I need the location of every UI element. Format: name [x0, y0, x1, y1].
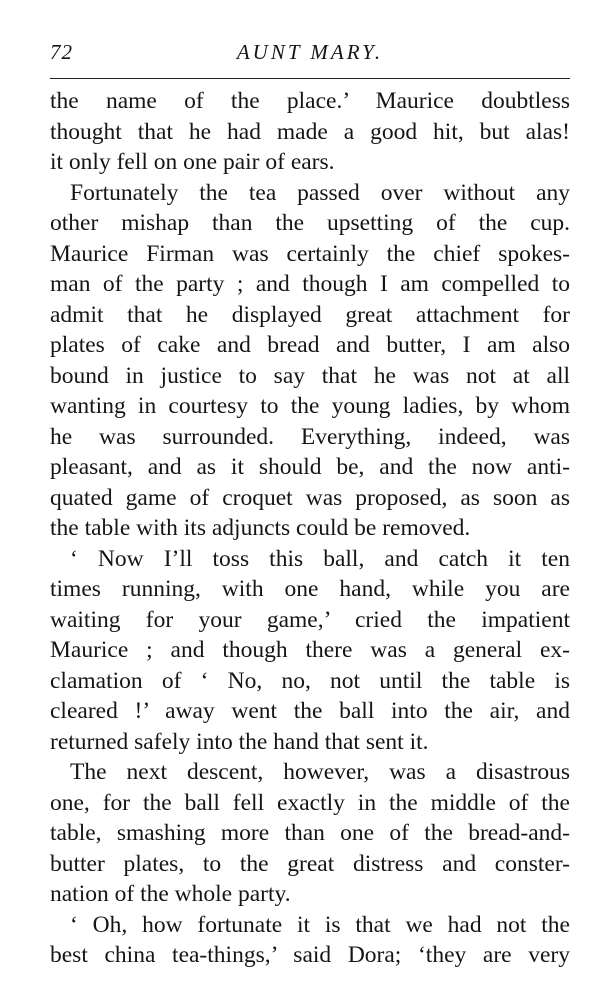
page-number: 72	[50, 40, 73, 64]
header-rule	[50, 78, 570, 79]
text-line: clamation of ‘ No, no, not until the table is	[50, 667, 570, 694]
text-line: other mishap than the upsetting of the cup.	[50, 210, 570, 236]
text-line: the table with its adjuncts could be removed.	[50, 515, 471, 541]
text-line: man of the party ; and though I am compelled to	[50, 271, 570, 297]
text-line: thought that he had made a good hit, but alas!	[50, 118, 570, 145]
text-line: plates of cake and bread and butter, I am also	[50, 332, 570, 358]
paragraph	[50, 178, 570, 544]
text-line: the name of the place.’ Maurice doubtless	[50, 88, 570, 114]
paragraph	[50, 544, 570, 758]
text-line: nation of the whole party.	[50, 881, 291, 907]
text-line: pleasant, and as it should be, and the now anti-	[50, 454, 570, 480]
text-line: Maurice Firman was certainly the chief spokes-	[50, 240, 570, 267]
text-line: Fortunately the tea passed over without any	[70, 179, 570, 206]
text-line: it only fell on one pair of ears.	[50, 149, 335, 175]
text-line: Maurice ; and though there was a general ex-	[50, 637, 570, 663]
text-line: bound in justice to say that he was not at all	[50, 362, 570, 389]
text-line: returned safely into the hand that sent it.	[50, 728, 429, 755]
text-line: quated game of croquet was proposed, as soon as	[50, 484, 570, 511]
text-line: butter plates, to the great distress and conster-	[50, 850, 570, 877]
text-line: ‘ Now I’ll toss this ball, and catch it ten	[70, 545, 570, 572]
text-line: admit that he displayed great attachment for	[50, 301, 570, 328]
body-text	[50, 86, 570, 971]
text-line: wanting in courtesy to the young ladies, by whom	[50, 393, 570, 419]
paragraph	[50, 757, 570, 910]
text-line: best china tea-things,’ said Dora; ‘they are very	[50, 942, 570, 968]
paragraph	[50, 910, 570, 971]
text-line: he was surrounded. Everything, indeed, was	[50, 423, 570, 450]
text-line: The next descent, however, was a disastrous	[70, 759, 570, 785]
text-line: cleared !’ away went the ball into the air, and	[50, 698, 570, 724]
text-line: one, for the ball fell exactly in the middle of the	[50, 789, 570, 816]
text-line: table, smashing more than one of the bread-and-	[50, 820, 570, 846]
text-line: times running, with one hand, while you are	[50, 576, 570, 602]
text-line: waiting for your game,’ cried the impatient	[50, 606, 570, 633]
running-title: AUNT MARY.	[236, 40, 384, 64]
page-header	[50, 40, 570, 74]
paragraph	[50, 86, 570, 178]
text-line: ‘ Oh, how fortunate it is that we had not the	[70, 911, 570, 938]
